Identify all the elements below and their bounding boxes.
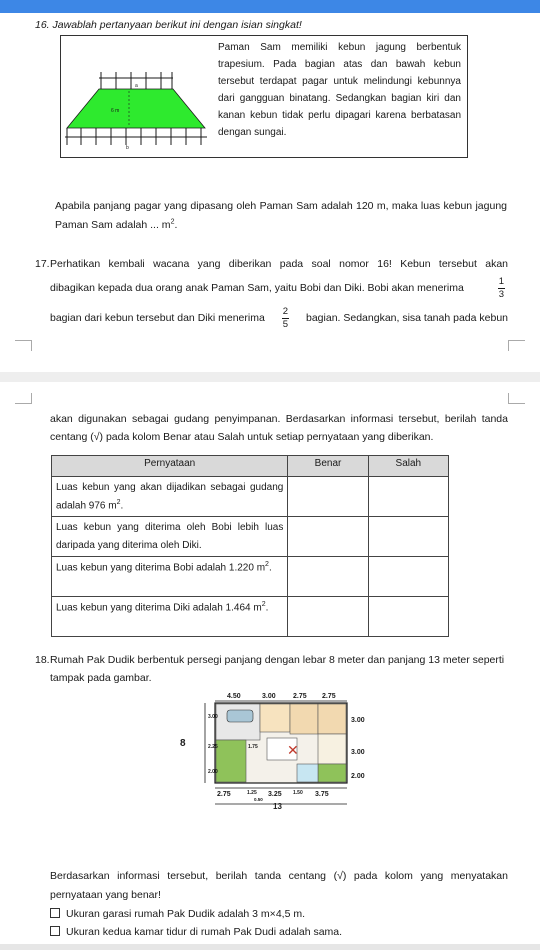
q18-instruction: Berdasarkan informasi tersebut, berilah tanda centang (√) pada kolom yang menyatakan pernyataan yang benar! — [50, 870, 508, 901]
option-bedrooms[interactable]: Ukuran kedua kamar tidur di rumah Pak Dudi adalah sama. — [50, 924, 342, 941]
dining-table-icon: ✕ — [287, 742, 299, 758]
false-cell[interactable] — [368, 557, 448, 597]
dim-left-3: 2.00 — [208, 769, 218, 775]
dim-top-1: 4.50 — [227, 693, 241, 700]
bottom-bar — [0, 944, 540, 950]
dim-top-4: 2.75 — [322, 693, 336, 700]
dim-bottom-3: 3.25 — [268, 791, 282, 798]
page-corner — [508, 340, 525, 351]
dim-top-2: 3.00 — [262, 693, 276, 700]
garden-right — [318, 764, 346, 782]
q17-intro: 17. Perhatikan kembali wacana yang diberikan pada soal nomor 16! Kebun tersebut akan dibagikan kepada dua orang anak Paman Sam, yaitu Bobi dan Diki. Bobi akan menerima $\frac{1}{3}$ bagian dari kebun tersebut dan Diki menerima $\frac{2}{5}$ bagian. Sedangkan, sisa tanah pada kebun — [35, 252, 508, 330]
option-garage[interactable]: Ukuran garasi rumah Pak Dudik adalah 3 m×4,5 m. — [50, 906, 305, 923]
q17-number: 17. — [35, 258, 50, 270]
label-b: b — [126, 145, 129, 151]
table-row: Luas kebun yang diterima oleh Bobi lebih luas daripada yang diterima oleh Diki. — [52, 517, 449, 557]
dim-top-3: 2.75 — [293, 693, 307, 700]
checkbox[interactable] — [50, 908, 60, 918]
dim-bottom-5: 3.75 — [315, 791, 329, 798]
q16-story: Paman Sam memiliki kebun jagung berbentuk trapesium. Pada bagian atas dan bawah kebun tersebut terdapat pagar untuk melindungi kebunnya dari gangguan binatang. Sedangkan bagian kiri dan kanan kebun tidak perlu dipagari karena berbatasan dengan sungai. — [218, 42, 461, 138]
dim-sub: 0.50 — [254, 797, 263, 802]
dim-inner: 1.75 — [248, 744, 258, 750]
dim-bottom-2: 1.25 — [247, 790, 257, 796]
q16-header — [35, 17, 302, 34]
q18-intro: 18. Rumah Pak Dudik berbentuk persegi panjang dengan lebar 8 meter dan panjang 13 meter seperti tampak pada gambar. — [35, 651, 508, 688]
false-cell[interactable] — [368, 597, 448, 637]
dim-right-3: 2.00 — [351, 773, 365, 780]
dim-height: 8 — [180, 738, 186, 749]
true-cell[interactable] — [288, 517, 368, 557]
bedroom-2 — [318, 704, 346, 734]
header-true: Benar — [288, 456, 368, 477]
dim-bottom-4: 1.50 — [293, 790, 303, 796]
true-cell[interactable] — [288, 477, 368, 517]
dim-right-1: 3.00 — [351, 717, 365, 724]
dim-left-1: 3.00 — [208, 714, 218, 720]
false-cell[interactable] — [368, 477, 448, 517]
label-height: 6 m — [111, 108, 120, 114]
checkbox[interactable] — [50, 926, 60, 936]
header-false: Salah — [368, 456, 448, 477]
bathroom — [297, 764, 318, 782]
page-corner — [15, 340, 32, 351]
page-corner — [508, 393, 525, 404]
q16-story-box — [60, 35, 468, 158]
header-statement: Pernyataan — [52, 456, 288, 477]
living-room — [260, 704, 290, 732]
table-row: Luas kebun yang diterima Diki adalah 1.464 $m^2$. — [52, 597, 449, 637]
trapezoid-garden — [67, 89, 205, 128]
dim-right-2: 3.00 — [351, 749, 365, 756]
label-a: a — [135, 83, 138, 89]
q18-number: 18. — [35, 654, 50, 666]
garden-left — [216, 740, 246, 782]
car-icon — [227, 710, 253, 722]
q16-instruction: Jawablah pertanyaan berikut ini dengan isian singkat! — [52, 19, 302, 31]
kitchen — [318, 734, 346, 764]
page-corner — [15, 393, 32, 404]
table-row: Luas kebun yang akan dijadikan sebagai gudang adalah 976 $m^2$. — [52, 477, 449, 517]
true-false-table — [51, 455, 449, 637]
house-floor-plan — [175, 688, 375, 813]
false-cell[interactable] — [368, 517, 448, 557]
top-bar — [0, 0, 540, 13]
q17-continuation: akan digunakan sebagai gudang penyimpanan. Berdasarkan informasi tersebut, berilah tanda centang (√) pada kolom Benar atau Salah untuk setiap pernyataan yang diberikan. — [50, 413, 508, 444]
trapezoid-figure — [61, 36, 211, 157]
dim-bottom-1: 2.75 — [217, 791, 231, 798]
dim-width: 13 — [273, 802, 282, 811]
fraction-one-third: $\frac{1}{3}$ — [498, 276, 504, 300]
table-row: Luas kebun yang diterima Bobi adalah 1.220 $m^2$. — [52, 557, 449, 597]
dim-left-2: 2.25 — [208, 744, 218, 750]
true-cell[interactable] — [288, 557, 368, 597]
bedroom-1 — [290, 704, 318, 734]
true-cell[interactable] — [288, 597, 368, 637]
fraction-two-fifths: $\frac{2}{5}$ — [282, 306, 289, 330]
q16-number: 16. — [35, 19, 50, 31]
page-break — [0, 372, 540, 382]
q16-question: Apabila panjang pagar yang dipasang oleh Paman Sam adalah 120 m, maka luas kebun jagung Paman Sam adalah ... $m^2$. — [55, 200, 507, 232]
